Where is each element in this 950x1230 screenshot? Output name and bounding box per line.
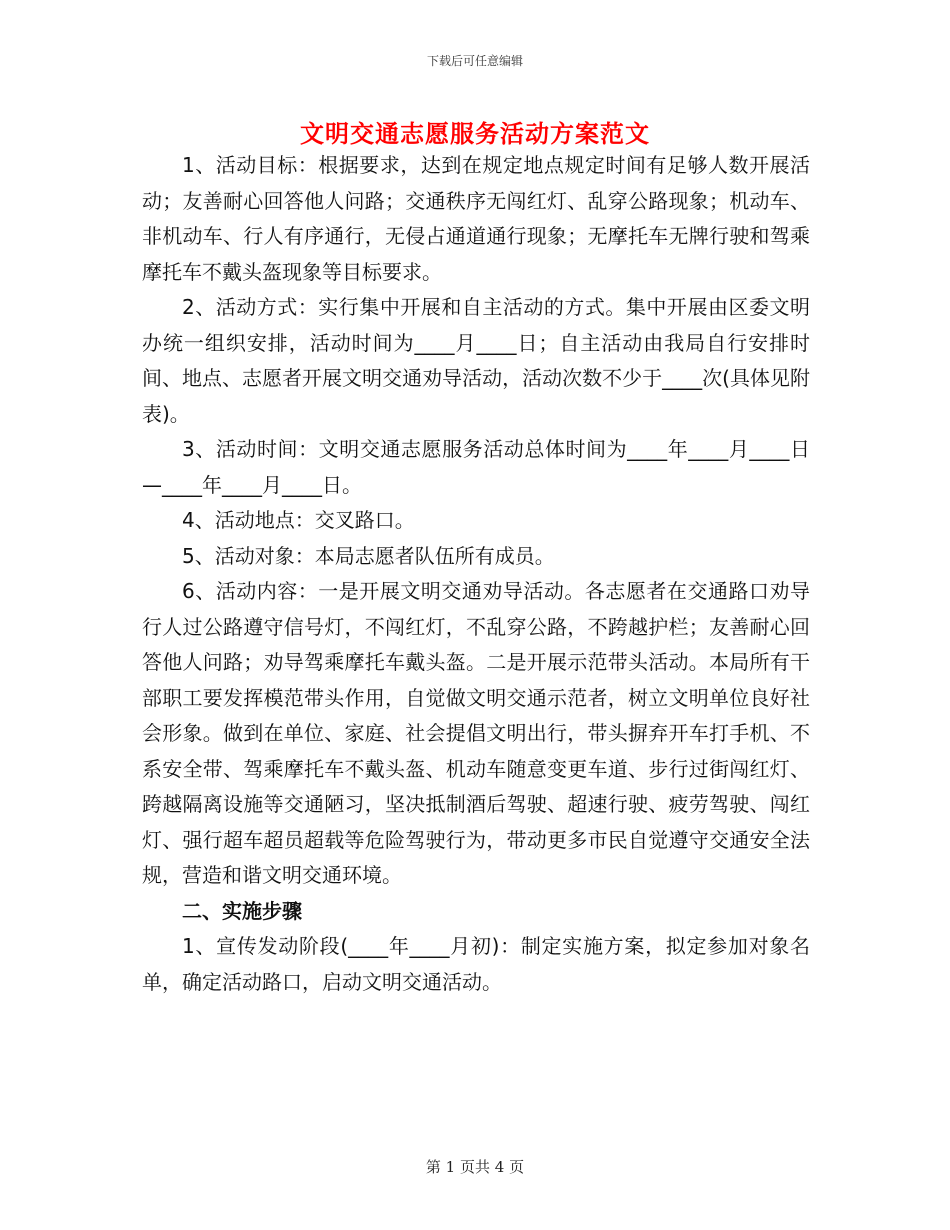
section-heading-implementation-steps: 二、实施步骤 — [182, 898, 302, 923]
paragraph-activity-time: 3、活动时间：文明交通志愿服务活动总体时间为____年____月____日—____年____月____日。 — [142, 437, 810, 497]
page-header: 下载后可任意编辑 — [426, 54, 523, 68]
paragraph-activity-location: 4、活动地点：交叉路口。 — [182, 508, 415, 532]
paragraph-activity-content: 6、活动内容：一是开展文明交通劝导活动。各志愿者在交通路口劝导行人过公路遵守信号灯，不闯红灯，不乱穿公路，不跨越护栏；友善耐心回答他人问路；劝导驾乘摩托车戴头盔。二是开展示范带头活动。本局所有干部职工要发挥模范带头作用，自觉做文明交通示范者，树立文明单位良好社会形象。做到在单位、家庭、社会提倡文明出行，带头摒弃开车打手机、不系安全带、驾乘摩托车不戴头盔、机动车随意变更车道、步行过街闯红灯、跨越隔离设施等交通陋习，坚决抵制酒后驾驶、超速行驶、疲劳驾驶、闯红灯、强行超车超员超载等危险驾驶行为，带动更多市民自觉遵守交通安全法规，营造和谐文明交通环境。 — [142, 579, 810, 887]
paragraph-activity-target: 5、活动对象：本局志愿者队伍所有成员。 — [182, 543, 555, 568]
paragraph-activity-method: 2、活动方式：实行集中开展和自主活动的方式。集中开展由区委文明办统一组织安排，活动时间为____月____日；自主活动由我局自行安排时间、地点、志愿者开展文明交通劝导活动，活动次数不少于____次(具体见附表)。 — [142, 295, 810, 426]
paragraph-activity-goal: 1、活动目标：根据要求，达到在规定地点规定时间有足够人数开展活动；友善耐心回答他人问路；交通秩序无闯红灯、乱穿公路现象；机动车、非机动车、行人有序通行，无侵占通道通行现象；无摩托车无牌行驶和驾乘摩托车不戴头盔现象等目标要求。 — [142, 153, 810, 284]
paragraph-publicity-stage: 1、宣传发动阶段(____年____月初)：制定实施方案，拟定参加对象名单，确定活动路口，启动文明交通活动。 — [142, 934, 810, 994]
document-body — [142, 148, 810, 1000]
page-number-footer: 第 1 页共 4 页 — [425, 1158, 525, 1176]
document-title: 文明交通志愿服务活动方案范文 — [300, 120, 650, 148]
